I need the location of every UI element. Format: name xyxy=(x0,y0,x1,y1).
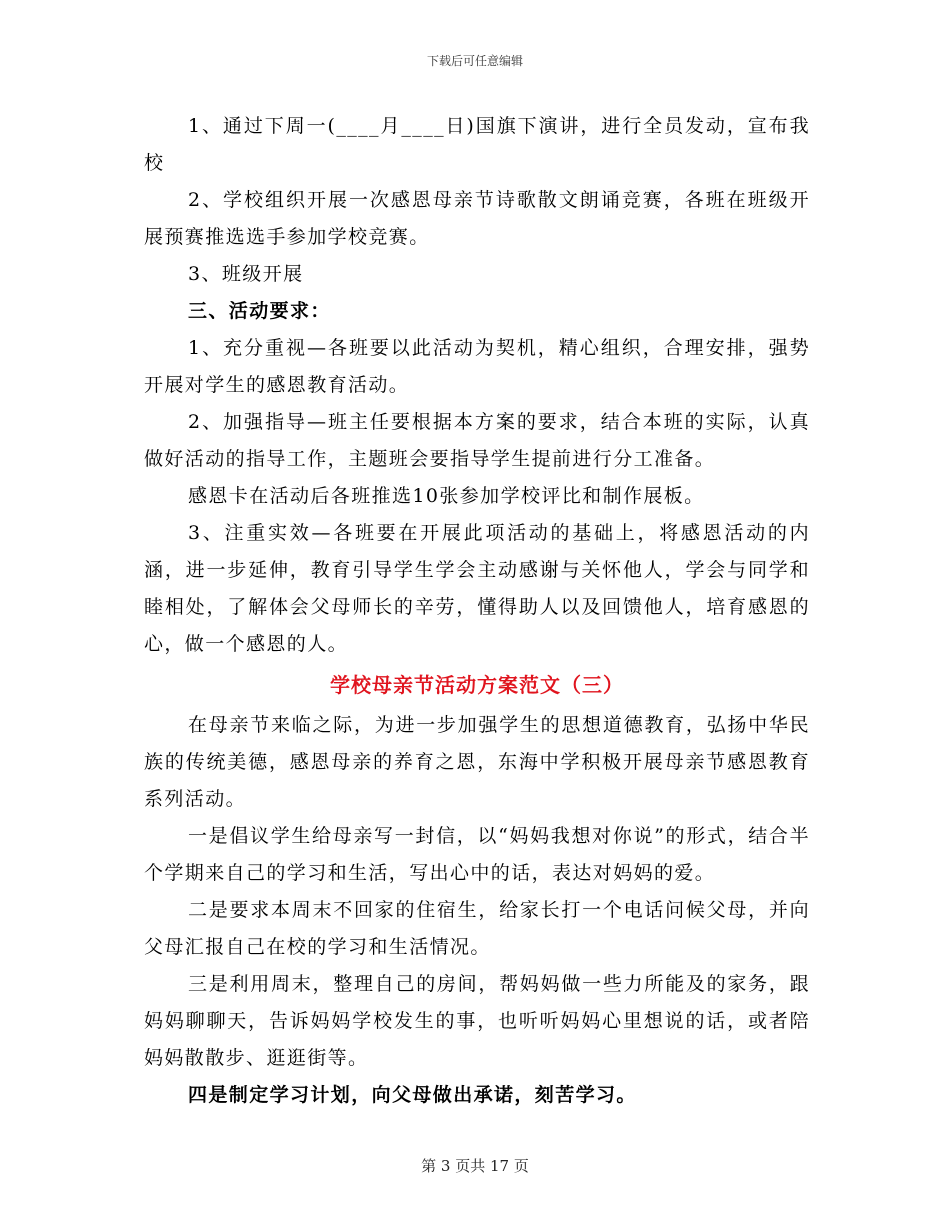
document-body xyxy=(144,108,810,1114)
paragraph: 三是利用周末，整理自己的房间，帮妈妈做一些力所能及的家务，跟妈妈聊聊天，告诉妈妈学校发生的事，也听听妈妈心里想说的话，或者陪妈妈散散步、逛逛街等。 xyxy=(144,973,810,1069)
page-header: 下载后可任意编辑 xyxy=(426,54,523,68)
paragraph-bold: 四是制定学习计划，向父母做出承诺，刻苦学习。 xyxy=(188,1084,637,1106)
subheading: 三、活动要求： xyxy=(188,300,331,322)
paragraph: 3、注重实效—各班要在开展此项活动的基础上，将感恩活动的内涵，进一步延伸，教育引导学生学会主动感谢与关怀他人，学会与同学和睦相处，了解体会父母师长的辛劳，懂得助人以及回馈他人，培育感恩的心，做一个感恩的人。 xyxy=(144,522,810,655)
paragraph: 一是倡议学生给母亲写一封信，以“妈妈我想对你说”的形式，结合半个学期来自己的学习和生活，写出心中的话，表达对妈妈的爱。 xyxy=(144,825,810,884)
page-footer: 第 3 页共 17 页 xyxy=(421,1157,529,1175)
paragraph: 3、班级开展 xyxy=(188,263,304,285)
paragraph: 在母亲节来临之际，为进一步加强学生的思想道德教育，弘扬中华民族的传统美德，感恩母亲的养育之恩，东海中学积极开展母亲节感恩教育系列活动。 xyxy=(144,714,810,810)
section-activity-requirements xyxy=(144,108,810,663)
section-title: 学校母亲节活动方案范文（三） xyxy=(330,673,624,697)
paragraph: 二是要求本周末不回家的住宿生，给家长打一个电话问候父母，并向父母汇报自己在校的学习和生活情况。 xyxy=(144,899,810,958)
paragraph: 1、通过下周一(____月____日)国旗下演讲，进行全员发动，宣布我校 xyxy=(144,115,810,174)
paragraph: 2、加强指导—班主任要根据本方案的要求，结合本班的实际，认真做好活动的指导工作，主题班会要指导学生提前进行分工准备。 xyxy=(144,411,810,470)
section-mothers-day-plan xyxy=(144,707,810,1114)
paragraph: 感恩卡在活动后各班推选10张参加学校评比和制作展板。 xyxy=(188,485,705,507)
paragraph: 2、学校组织开展一次感恩母亲节诗歌散文朗诵竞赛，各班在班级开展预赛推选选手参加学校竞赛。 xyxy=(144,189,810,248)
paragraph: 1、充分重视—各班要以此活动为契机，精心组织，合理安排，强势开展对学生的感恩教育活动。 xyxy=(144,337,810,396)
